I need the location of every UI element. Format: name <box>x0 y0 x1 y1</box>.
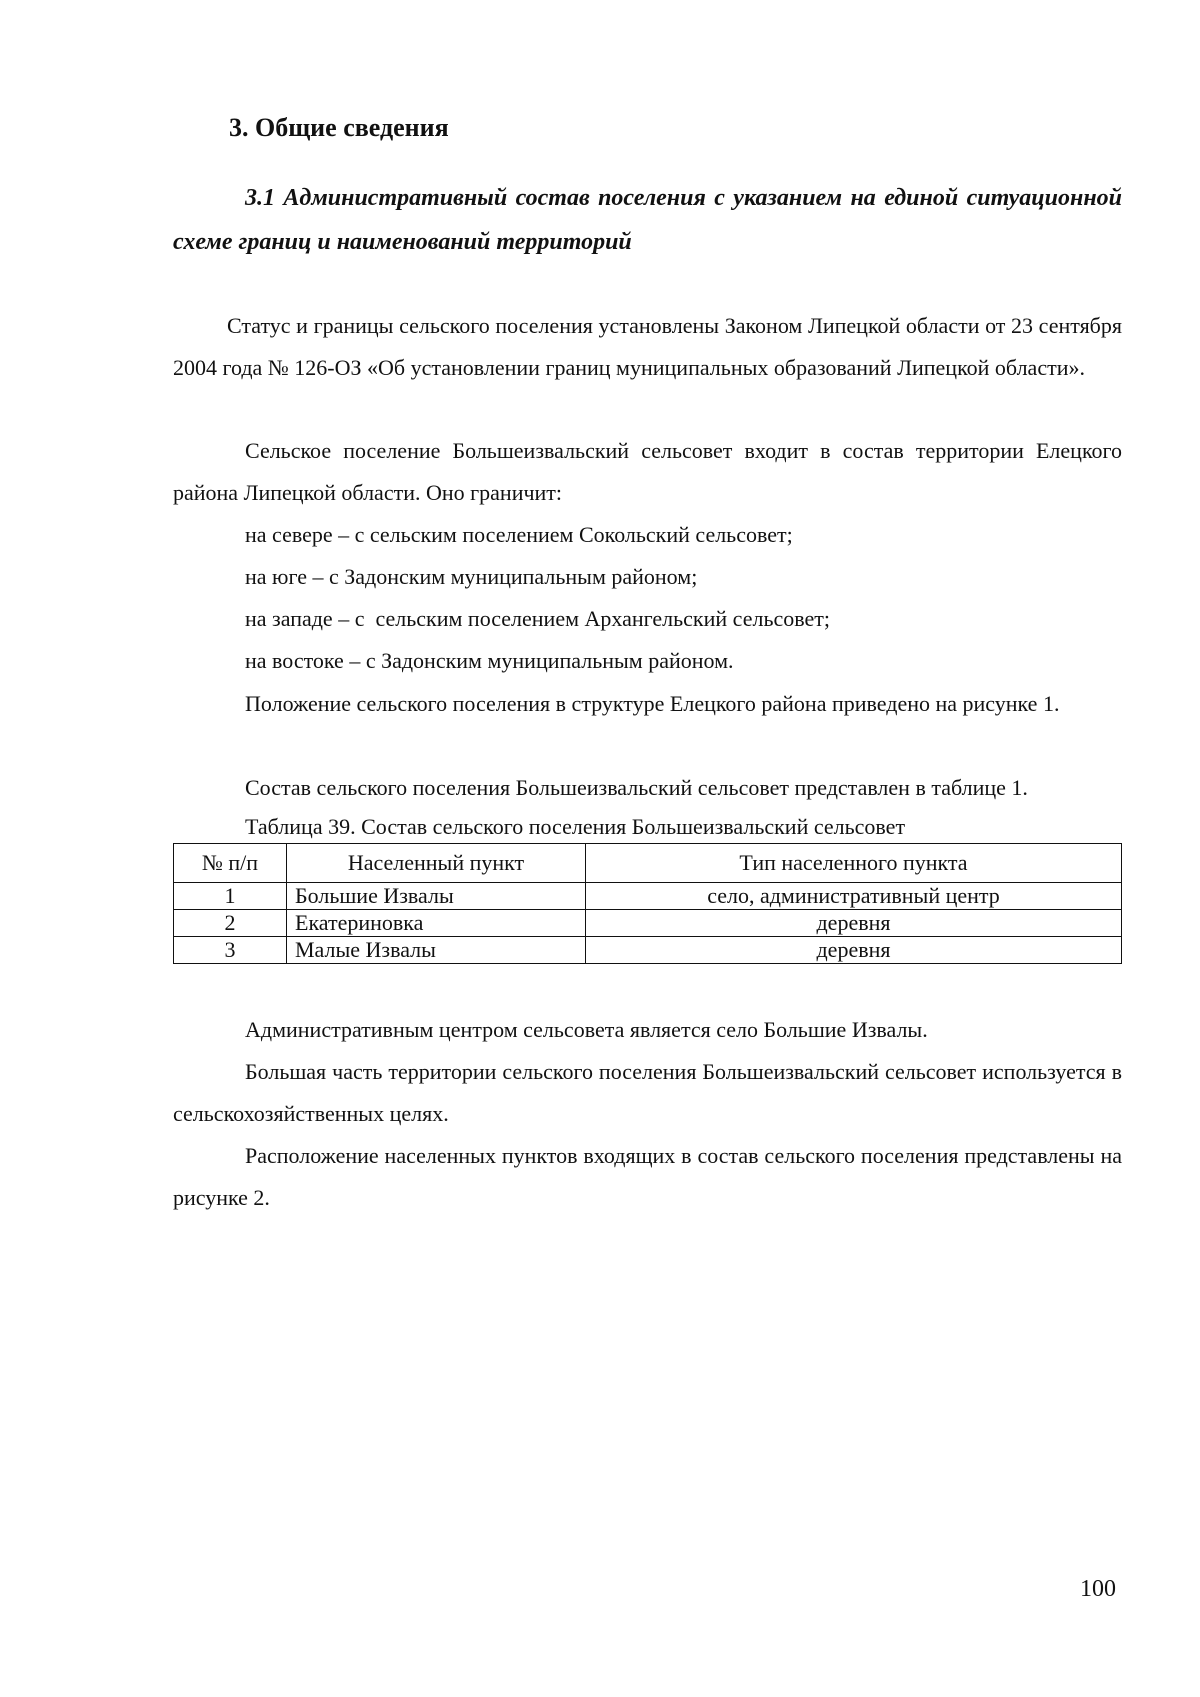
paragraph-position: Положение сельского поселения в структуре Елецкого района приведено на рисунке 1. <box>245 691 1060 716</box>
settlements-table <box>173 843 1122 964</box>
cell-type: село, административный центр <box>586 883 1122 910</box>
table-caption: Таблица 39. Состав сельского поселения Большеизвальский сельсовет <box>245 814 906 839</box>
section-title: 3. Общие сведения <box>229 113 449 142</box>
table-row <box>174 910 1122 937</box>
cell-number: 1 <box>174 883 287 910</box>
cell-settlement: Екатериновка <box>287 910 586 937</box>
cell-type: деревня <box>586 937 1122 964</box>
table-row <box>174 883 1122 910</box>
paragraph-land-use: Большая часть территории сельского поселения Большеизвальский сельсовет используется в сельскохозяйственных целях. <box>173 1059 1122 1126</box>
table-header-row <box>174 844 1122 883</box>
paragraph-status: Статус и границы сельского поселения установлены Законом Липецкой области от 23 сентября 2004 года № 126-ОЗ «Об установлении границ муниципальных образований Липецкой области». <box>173 313 1122 380</box>
cell-type: деревня <box>586 910 1122 937</box>
border-south: на юге – с Задонским муниципальным районом; <box>245 564 698 589</box>
header-type: Тип населенного пункта <box>586 844 1122 883</box>
header-number: № п/п <box>174 844 287 883</box>
border-west: на западе – с сельским поселением Архангельский сельсовет; <box>245 606 830 631</box>
table-row <box>174 937 1122 964</box>
page-number: 100 <box>1080 1576 1116 1602</box>
cell-settlement: Большие Извалы <box>287 883 586 910</box>
border-east: на востоке – с Задонским муниципальным районом. <box>245 648 734 673</box>
header-settlement: Населенный пункт <box>287 844 586 883</box>
paragraph-admin-center: Административным центром сельсовета является село Большие Извалы. <box>245 1017 928 1042</box>
cell-settlement: Малые Извалы <box>287 937 586 964</box>
paragraph-location: Расположение населенных пунктов входящих в состав сельского поселения представлены на рисунке 2. <box>173 1143 1122 1210</box>
border-north: на севере – с сельским поселением Сокольский сельсовет; <box>245 522 793 547</box>
paragraph-table-ref: Состав сельского поселения Большеизвальский сельсовет представлен в таблице 1. <box>245 775 1028 800</box>
cell-number: 3 <box>174 937 287 964</box>
subsection-title: 3.1 Административный состав поселения с указанием на единой ситуационной схеме границ и наименований территорий <box>173 185 1122 255</box>
paragraph-composition: Сельское поселение Большеизвальский сельсовет входит в состав территории Елецкого района Липецкой области. Оно граничит: <box>173 438 1122 505</box>
cell-number: 2 <box>174 910 287 937</box>
